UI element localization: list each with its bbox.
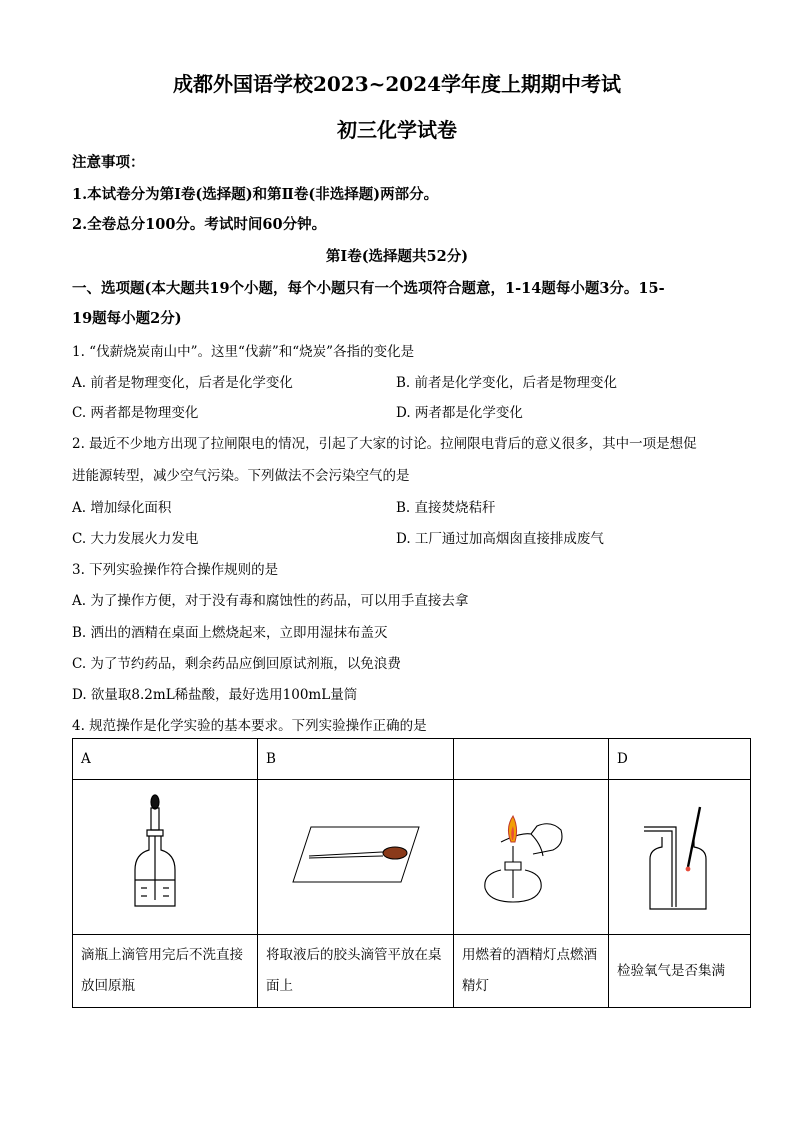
table-image-cell <box>258 780 454 935</box>
dropper-on-table-icon <box>291 822 421 892</box>
q2-option-c: C. 大力发展火力发电 <box>72 531 199 547</box>
table-image-cell <box>609 780 751 935</box>
q3-option-c: C. 为了节约药品，剩余药品应倒回原试剂瓶，以免浪费 <box>72 656 401 672</box>
table-caption-cell: 检验氧气是否集满 <box>609 935 751 1008</box>
table-header-cell: D <box>609 739 751 780</box>
alcohol-lamp-lighting-icon <box>481 802 581 912</box>
q1-option-d: D. 两者都是化学变化 <box>396 405 523 421</box>
table-caption-cell: 用燃着的酒精灯点燃酒精灯 <box>454 935 609 1008</box>
notes-heading: 注意事项： <box>72 154 145 171</box>
q1-stem: 1. “伐薪烧炭南山中”。这里“伐薪”和“烧炭”各指的变化是 <box>72 344 415 360</box>
q2-option-b: B. 直接焚烧秸秆 <box>396 500 496 516</box>
table-image-cell <box>454 780 609 935</box>
q3-option-b: B. 洒出的酒精在桌面上燃烧起来，立即用湿抹布盖灭 <box>72 625 388 641</box>
table-caption-cell: 将取液后的胶头滴管平放在桌面上 <box>258 935 454 1008</box>
table-caption-row <box>73 935 751 1008</box>
table-header-cell: A <box>73 739 258 780</box>
table-image-cell <box>73 780 258 935</box>
q4-options-table <box>72 738 751 1008</box>
table-image-row <box>73 780 751 935</box>
notes-item-1: 1.本试卷分为第Ⅰ卷(选择题)和第Ⅱ卷(非选择题)两部分。 <box>72 186 439 203</box>
table-header-cell <box>454 739 609 780</box>
q3-option-d: D. 欲量取8.2mL稀盐酸，最好选用100mL量筒 <box>72 687 358 703</box>
q3-option-a: A. 为了操作方便，对于没有毒和腐蚀性的药品，可以用手直接去拿 <box>72 593 469 609</box>
q1-option-c: C. 两者都是物理变化 <box>72 405 199 421</box>
section-instruction-2: 19题每小题2分) <box>72 310 182 327</box>
q1-option-a: A. 前者是物理变化，后者是化学变化 <box>72 375 293 391</box>
notes-item-2: 2.全卷总分100分。考试时间60分钟。 <box>72 216 327 233</box>
section-instruction-1: 一、选项题(本大题共19个小题，每个小题只有一个选项符合题意，1-14题每小题3分。15- <box>72 280 665 297</box>
q2-option-a: A. 增加绿化面积 <box>72 500 172 516</box>
table-header-row <box>73 739 751 780</box>
exam-subtitle: 初三化学试卷 <box>337 118 457 142</box>
exam-title: 成都外国语学校2023~2024学年度上期期中考试 <box>172 72 622 96</box>
gas-bottle-test-icon <box>640 797 720 917</box>
table-header-cell: B <box>258 739 454 780</box>
q4-stem: 4. 规范操作是化学实验的基本要求。下列实验操作正确的是 <box>72 718 427 734</box>
q2-stem-line-2: 进能源转型，减少空气污染。下列做法不会污染空气的是 <box>72 468 410 484</box>
q2-stem-line-1: 2. 最近不少地方出现了拉闸限电的情况，引起了大家的讨论。拉闸限电背后的意义很多，其中一项是想促 <box>72 436 697 452</box>
q1-option-b: B. 前者是化学变化，后者是物理变化 <box>396 375 618 391</box>
dropper-bottle-icon <box>125 792 205 922</box>
section-title: 第Ⅰ卷(选择题共52分) <box>325 248 469 265</box>
table-caption-cell: 滴瓶上滴管用完后不洗直接放回原瓶 <box>73 935 258 1008</box>
q2-option-d: D. 工厂通过加高烟囱直接排成废气 <box>396 531 604 547</box>
q3-stem: 3. 下列实验操作符合操作规则的是 <box>72 562 279 578</box>
